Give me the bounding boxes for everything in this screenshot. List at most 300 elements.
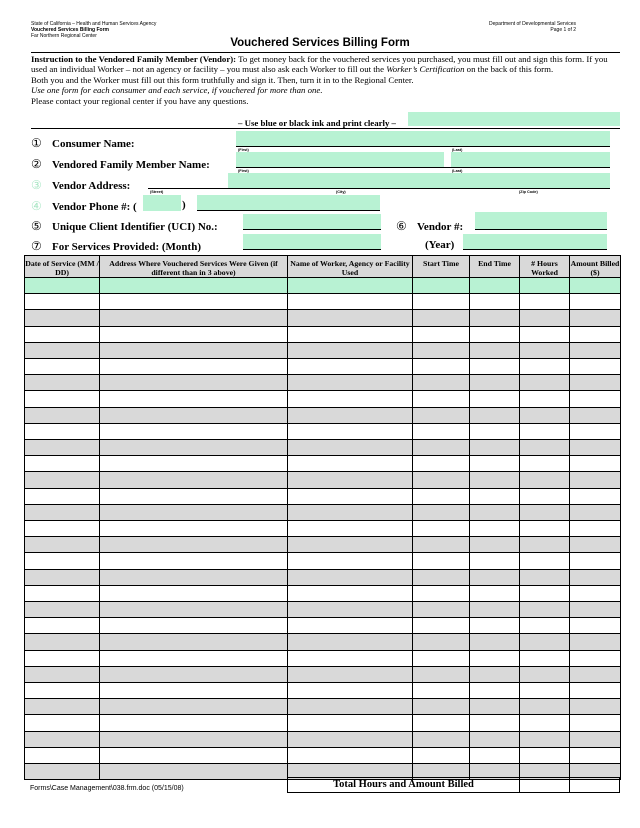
vendor-address-row: [31, 178, 130, 193]
cell-worker[interactable]: [288, 667, 413, 683]
cell-end[interactable]: [470, 310, 520, 326]
cell-amount[interactable]: [570, 570, 621, 586]
cell-address[interactable]: [100, 699, 288, 715]
cell-address[interactable]: [100, 732, 288, 748]
cell-address[interactable]: [100, 375, 288, 391]
table-row: [25, 375, 621, 391]
cell-end[interactable]: [470, 375, 520, 391]
cell-hours[interactable]: [520, 586, 570, 602]
services-table: [24, 255, 621, 780]
cell-end[interactable]: [470, 408, 520, 424]
cell-hours[interactable]: [520, 294, 570, 310]
table-row: [25, 327, 621, 343]
cell-hours[interactable]: [520, 440, 570, 456]
cell-amount[interactable]: [570, 732, 621, 748]
cell-amount[interactable]: [570, 310, 621, 326]
cell-address[interactable]: [100, 278, 288, 294]
cell-worker[interactable]: [288, 553, 413, 569]
cell-hours[interactable]: [520, 489, 570, 505]
cell-address[interactable]: [100, 570, 288, 586]
cell-end[interactable]: [470, 602, 520, 618]
cell-worker[interactable]: [288, 732, 413, 748]
zip-caption: (Zip Code): [519, 190, 538, 194]
cell-start[interactable]: [413, 732, 470, 748]
table-row: [25, 699, 621, 715]
cell-worker[interactable]: [288, 294, 413, 310]
cell-date[interactable]: [25, 327, 100, 343]
cell-date[interactable]: [25, 732, 100, 748]
vendor-address-input[interactable]: [228, 173, 610, 189]
cell-date[interactable]: [25, 570, 100, 586]
family-first-caption: (First): [238, 169, 249, 173]
center-line: Far Northern Regional Center: [31, 33, 97, 39]
cell-amount[interactable]: [570, 651, 621, 667]
cell-start[interactable]: [413, 553, 470, 569]
cell-hours[interactable]: [520, 537, 570, 553]
table-row: [25, 748, 621, 764]
cell-worker[interactable]: [288, 683, 413, 699]
cell-date[interactable]: [25, 553, 100, 569]
cell-date[interactable]: [25, 456, 100, 472]
table-row: [25, 505, 621, 521]
cell-date[interactable]: [25, 440, 100, 456]
cell-address[interactable]: [100, 505, 288, 521]
cell-start[interactable]: [413, 537, 470, 553]
uci-underline: [243, 229, 381, 230]
cell-start[interactable]: [413, 634, 470, 650]
cell-start[interactable]: [413, 359, 470, 375]
family-member-first-input[interactable]: [236, 152, 444, 168]
year-label: (Year): [425, 239, 455, 251]
cell-address[interactable]: [100, 715, 288, 731]
cell-end[interactable]: [470, 732, 520, 748]
total-hours-input[interactable]: [520, 777, 570, 793]
cell-date[interactable]: [25, 310, 100, 326]
cell-start[interactable]: [413, 715, 470, 731]
instructions-p4: Please contact your regional center if you have any questions.: [31, 95, 249, 106]
cell-hours[interactable]: [520, 553, 570, 569]
cell-date[interactable]: [25, 521, 100, 537]
vendor-number-input[interactable]: [475, 212, 607, 230]
consumer-name-input[interactable]: [236, 131, 610, 147]
cell-date[interactable]: [25, 618, 100, 634]
cell-date[interactable]: [25, 586, 100, 602]
table-row: [25, 602, 621, 618]
cell-address[interactable]: [100, 440, 288, 456]
cell-amount[interactable]: [570, 359, 621, 375]
cell-date[interactable]: [25, 489, 100, 505]
cell-amount[interactable]: [570, 505, 621, 521]
table-row: [25, 618, 621, 634]
cell-end[interactable]: [470, 456, 520, 472]
cell-worker[interactable]: [288, 537, 413, 553]
cell-worker[interactable]: [288, 586, 413, 602]
cell-start[interactable]: [413, 521, 470, 537]
cell-amount[interactable]: [570, 440, 621, 456]
instructions-p1-italic: Worker’s Certification: [386, 64, 465, 75]
cell-start[interactable]: [413, 472, 470, 488]
consumer-name-underline: [236, 146, 610, 147]
cell-worker[interactable]: [288, 456, 413, 472]
month-underline: [243, 249, 381, 250]
cell-amount[interactable]: [570, 327, 621, 343]
uci-input[interactable]: [243, 214, 381, 230]
cell-address[interactable]: [100, 586, 288, 602]
cell-worker[interactable]: [288, 278, 413, 294]
cell-amount[interactable]: [570, 553, 621, 569]
cell-hours[interactable]: [520, 683, 570, 699]
cell-address[interactable]: [100, 553, 288, 569]
column-header-start: Start Time: [413, 256, 470, 278]
agency-line: State of California – Health and Human Services Agency: [31, 21, 157, 27]
cell-end[interactable]: [470, 278, 520, 294]
cell-end[interactable]: [470, 618, 520, 634]
cell-amount[interactable]: [570, 667, 621, 683]
cell-address[interactable]: [100, 521, 288, 537]
table-row: [25, 683, 621, 699]
vendor-address-underline: [148, 188, 610, 189]
cell-hours[interactable]: [520, 651, 570, 667]
cell-end[interactable]: [470, 715, 520, 731]
cell-start[interactable]: [413, 667, 470, 683]
phone-number-input[interactable]: [197, 195, 380, 211]
cell-hours[interactable]: [520, 667, 570, 683]
column-header-worker: Name of Worker, Agency or Facility Used: [288, 256, 413, 278]
cell-address[interactable]: [100, 634, 288, 650]
cell-date[interactable]: [25, 537, 100, 553]
cell-worker[interactable]: [288, 651, 413, 667]
cell-address[interactable]: [100, 327, 288, 343]
number-7-icon: ⑦: [31, 239, 42, 253]
services-month-label: For Services Provided: (Month): [52, 241, 201, 253]
cell-date[interactable]: [25, 715, 100, 731]
cell-end[interactable]: [470, 294, 520, 310]
uci-row: [31, 219, 218, 234]
family-member-underline: [236, 167, 610, 168]
cell-end[interactable]: [470, 327, 520, 343]
table-row: [25, 472, 621, 488]
cell-worker[interactable]: [288, 570, 413, 586]
cell-start[interactable]: [413, 570, 470, 586]
cell-worker[interactable]: [288, 489, 413, 505]
cell-address[interactable]: [100, 359, 288, 375]
cell-date[interactable]: [25, 602, 100, 618]
cell-end[interactable]: [470, 699, 520, 715]
cell-end[interactable]: [470, 343, 520, 359]
cell-address[interactable]: [100, 683, 288, 699]
cell-worker[interactable]: [288, 359, 413, 375]
file-reference: Forms\Case Management\038.frm.doc (05/15/08): [30, 785, 184, 792]
cell-worker[interactable]: [288, 391, 413, 407]
cell-start[interactable]: [413, 391, 470, 407]
consumer-first-caption: (First): [238, 148, 249, 152]
cell-address[interactable]: [100, 764, 288, 780]
cell-amount[interactable]: [570, 602, 621, 618]
year-input[interactable]: [463, 234, 607, 250]
table-row: [25, 521, 621, 537]
cell-amount[interactable]: [570, 375, 621, 391]
table-row: [25, 553, 621, 569]
department-header: [489, 21, 576, 33]
phone-area-code-input[interactable]: [143, 195, 181, 211]
family-last-caption: (Last): [452, 169, 463, 173]
cell-hours[interactable]: [520, 521, 570, 537]
cell-date[interactable]: [25, 294, 100, 310]
total-amount-input[interactable]: [570, 777, 620, 793]
family-member-label: Vendored Family Member Name:: [52, 159, 210, 171]
cell-end[interactable]: [470, 634, 520, 650]
cell-end[interactable]: [470, 553, 520, 569]
cell-end[interactable]: [470, 748, 520, 764]
cell-start[interactable]: [413, 748, 470, 764]
cell-end[interactable]: [470, 472, 520, 488]
family-member-row: [31, 157, 210, 172]
cell-amount[interactable]: [570, 343, 621, 359]
cell-end[interactable]: [470, 537, 520, 553]
cell-worker[interactable]: [288, 424, 413, 440]
cell-worker[interactable]: [288, 310, 413, 326]
table-row: [25, 278, 621, 294]
number-5-icon: ⑤: [31, 219, 42, 233]
cell-amount[interactable]: [570, 472, 621, 488]
cell-hours[interactable]: [520, 732, 570, 748]
cell-worker[interactable]: [288, 472, 413, 488]
cell-hours[interactable]: [520, 278, 570, 294]
cell-hours[interactable]: [520, 634, 570, 650]
column-header-end: End Time: [470, 256, 520, 278]
cell-amount[interactable]: [570, 278, 621, 294]
cell-start[interactable]: [413, 618, 470, 634]
cell-address[interactable]: [100, 310, 288, 326]
title-divider: [31, 52, 620, 53]
cell-hours[interactable]: [520, 699, 570, 715]
cell-date[interactable]: [25, 472, 100, 488]
cell-hours[interactable]: [520, 456, 570, 472]
cell-worker[interactable]: [288, 634, 413, 650]
cell-worker[interactable]: [288, 505, 413, 521]
cell-start[interactable]: [413, 424, 470, 440]
cell-hours[interactable]: [520, 375, 570, 391]
cell-amount[interactable]: [570, 618, 621, 634]
cell-address[interactable]: [100, 343, 288, 359]
instructions-p3: Use one form for each consumer and each service, if vouchered for more than one.: [31, 85, 323, 96]
cell-start[interactable]: [413, 699, 470, 715]
cell-amount[interactable]: [570, 408, 621, 424]
cell-worker[interactable]: [288, 521, 413, 537]
cell-end[interactable]: [470, 424, 520, 440]
cell-worker[interactable]: [288, 327, 413, 343]
page-number: Page 1 of 2: [550, 27, 576, 33]
table-row: [25, 570, 621, 586]
table-header: [25, 256, 621, 278]
month-input[interactable]: [243, 234, 381, 250]
number-2-icon: ②: [31, 157, 42, 171]
cell-amount[interactable]: [570, 424, 621, 440]
cell-hours[interactable]: [520, 618, 570, 634]
services-month-row: [31, 239, 201, 254]
cell-date[interactable]: [25, 278, 100, 294]
cell-hours[interactable]: [520, 472, 570, 488]
cell-worker[interactable]: [288, 748, 413, 764]
instructions-lead: Instruction to the Vendored Family Member (Vendor):: [31, 54, 237, 64]
cell-address[interactable]: [100, 489, 288, 505]
total-label: Total Hours and Amount Billed: [287, 777, 520, 793]
cell-hours[interactable]: [520, 715, 570, 731]
cell-date[interactable]: [25, 699, 100, 715]
cell-end[interactable]: [470, 489, 520, 505]
cell-end[interactable]: [470, 570, 520, 586]
year-underline: [463, 249, 607, 250]
cell-date[interactable]: [25, 651, 100, 667]
column-header-address: Address Where Vouchered Services Were Given (if different than in 3 above): [100, 256, 288, 278]
cell-end[interactable]: [470, 391, 520, 407]
table-row: [25, 537, 621, 553]
cell-date[interactable]: [25, 391, 100, 407]
cell-address[interactable]: [100, 456, 288, 472]
cell-amount[interactable]: [570, 586, 621, 602]
cell-start[interactable]: [413, 602, 470, 618]
ink-note-field[interactable]: [408, 112, 620, 126]
cell-hours[interactable]: [520, 310, 570, 326]
cell-start[interactable]: [413, 408, 470, 424]
cell-start[interactable]: [413, 489, 470, 505]
cell-date[interactable]: [25, 505, 100, 521]
instructions-p2: Both you and the Worker must fill out this form truthfully and sign it. Then, turn it in to the Regional Center.: [31, 74, 414, 85]
cell-worker[interactable]: [288, 715, 413, 731]
table-row: [25, 586, 621, 602]
cell-worker[interactable]: [288, 618, 413, 634]
cell-amount[interactable]: [570, 489, 621, 505]
cell-hours[interactable]: [520, 391, 570, 407]
number-6-icon: ⑥: [396, 219, 407, 233]
cell-address[interactable]: [100, 651, 288, 667]
cell-start[interactable]: [413, 310, 470, 326]
cell-hours[interactable]: [520, 343, 570, 359]
cell-address[interactable]: [100, 391, 288, 407]
instructions-block: [31, 54, 609, 106]
vendor-phone-label: Vendor Phone #: (: [52, 201, 137, 213]
cell-amount[interactable]: [570, 748, 621, 764]
cell-worker[interactable]: [288, 343, 413, 359]
cell-start[interactable]: [413, 327, 470, 343]
consumer-name-label: Consumer Name:: [52, 138, 135, 150]
cell-amount[interactable]: [570, 521, 621, 537]
cell-end[interactable]: [470, 667, 520, 683]
cell-amount[interactable]: [570, 391, 621, 407]
instructions-divider: [31, 128, 620, 129]
column-header-amount: Amount Billed ($): [570, 256, 621, 278]
cell-hours[interactable]: [520, 505, 570, 521]
cell-address[interactable]: [100, 602, 288, 618]
cell-amount[interactable]: [570, 537, 621, 553]
number-1-icon: ①: [31, 136, 42, 150]
cell-start[interactable]: [413, 586, 470, 602]
cell-date[interactable]: [25, 748, 100, 764]
cell-hours[interactable]: [520, 424, 570, 440]
cell-end[interactable]: [470, 359, 520, 375]
cell-start[interactable]: [413, 651, 470, 667]
cell-hours[interactable]: [520, 327, 570, 343]
cell-date[interactable]: [25, 764, 100, 780]
cell-date[interactable]: [25, 683, 100, 699]
cell-worker[interactable]: [288, 699, 413, 715]
cell-address[interactable]: [100, 618, 288, 634]
form-name-line: Vouchered Services Billing Form: [31, 27, 109, 33]
cell-amount[interactable]: [570, 683, 621, 699]
cell-worker[interactable]: [288, 440, 413, 456]
cell-hours[interactable]: [520, 602, 570, 618]
cell-worker[interactable]: [288, 375, 413, 391]
street-caption: (Street): [150, 190, 164, 194]
cell-address[interactable]: [100, 408, 288, 424]
cell-date[interactable]: [25, 408, 100, 424]
cell-address[interactable]: [100, 748, 288, 764]
cell-hours[interactable]: [520, 748, 570, 764]
cell-amount[interactable]: [570, 715, 621, 731]
cell-start[interactable]: [413, 440, 470, 456]
cell-address[interactable]: [100, 472, 288, 488]
table-row: [25, 310, 621, 326]
cell-start[interactable]: [413, 278, 470, 294]
cell-date[interactable]: [25, 359, 100, 375]
phone-underline: [197, 210, 380, 211]
cell-end[interactable]: [470, 440, 520, 456]
cell-end[interactable]: [470, 505, 520, 521]
cell-hours[interactable]: [520, 359, 570, 375]
cell-worker[interactable]: [288, 602, 413, 618]
instructions-p1-end: on the back of this form.: [464, 64, 554, 75]
department-line: Department of Developmental Services: [489, 21, 576, 27]
family-member-last-input[interactable]: [451, 152, 610, 168]
city-caption: (City): [336, 190, 346, 194]
cell-start[interactable]: [413, 505, 470, 521]
cell-date[interactable]: [25, 667, 100, 683]
cell-amount[interactable]: [570, 456, 621, 472]
cell-hours[interactable]: [520, 408, 570, 424]
cell-amount[interactable]: [570, 294, 621, 310]
cell-worker[interactable]: [288, 408, 413, 424]
cell-start[interactable]: [413, 456, 470, 472]
cell-end[interactable]: [470, 521, 520, 537]
cell-end[interactable]: [470, 651, 520, 667]
cell-amount[interactable]: [570, 699, 621, 715]
cell-start[interactable]: [413, 294, 470, 310]
table-row: [25, 391, 621, 407]
table-row: [25, 456, 621, 472]
table-row: [25, 294, 621, 310]
ink-note: – Use blue or black ink and print clearly –: [238, 118, 396, 128]
consumer-name-row: [31, 136, 135, 151]
cell-address[interactable]: [100, 424, 288, 440]
cell-date[interactable]: [25, 375, 100, 391]
table-row: [25, 634, 621, 650]
cell-address[interactable]: [100, 667, 288, 683]
cell-address[interactable]: [100, 294, 288, 310]
cell-date[interactable]: [25, 424, 100, 440]
cell-end[interactable]: [470, 683, 520, 699]
cell-date[interactable]: [25, 343, 100, 359]
cell-address[interactable]: [100, 537, 288, 553]
cell-amount[interactable]: [570, 634, 621, 650]
vendor-address-label: Vendor Address:: [52, 180, 131, 192]
cell-date[interactable]: [25, 634, 100, 650]
cell-start[interactable]: [413, 375, 470, 391]
cell-end[interactable]: [470, 586, 520, 602]
cell-start[interactable]: [413, 683, 470, 699]
vendor-number-row: [396, 219, 463, 234]
cell-hours[interactable]: [520, 570, 570, 586]
cell-start[interactable]: [413, 343, 470, 359]
